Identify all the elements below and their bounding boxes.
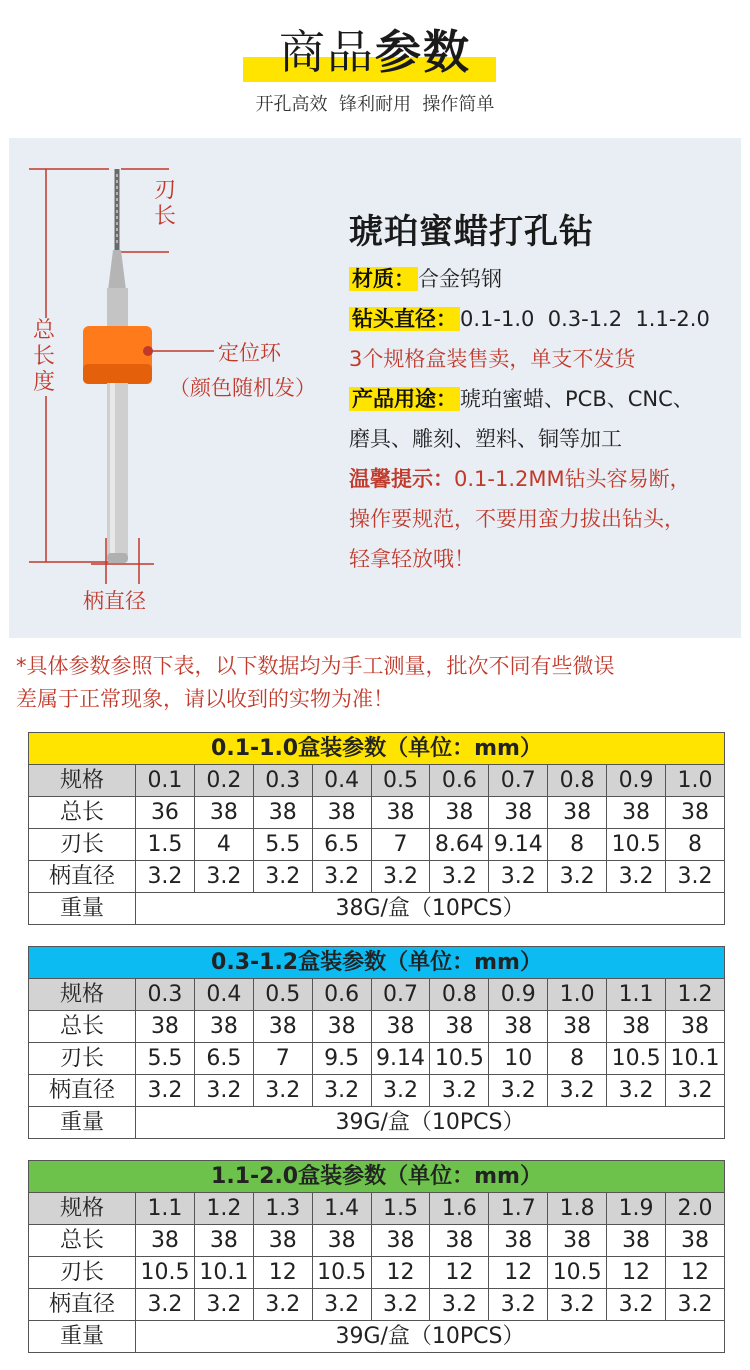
table-cell: 38 — [666, 1225, 725, 1257]
table-cell: 38 — [253, 1011, 312, 1043]
table-cell: 38 — [136, 1225, 195, 1257]
table-cell: 1.1 — [136, 1193, 195, 1225]
table-cell: 3.2 — [136, 1289, 195, 1321]
table-row-blade-length — [29, 1043, 725, 1075]
table-cell: 0.8 — [548, 765, 607, 797]
table-cell: 38 — [253, 797, 312, 829]
table-cell: 38 — [489, 1225, 548, 1257]
table-cell: 1.5 — [136, 829, 195, 861]
table-cell: 0.7 — [489, 765, 548, 797]
weight-cell: 38G/盒（10PCS） — [136, 893, 725, 925]
table-cell: 3.2 — [371, 1289, 430, 1321]
table-row-shank-diameter — [29, 1075, 725, 1107]
positioning-ring-label: 定位环 — [218, 341, 281, 365]
table-cell: 0.5 — [253, 979, 312, 1011]
spec-table-0-1-1-0 — [28, 732, 725, 925]
spec-tip — [349, 464, 691, 494]
table-cell: 38 — [548, 1225, 607, 1257]
table-cell: 3.2 — [548, 1289, 607, 1321]
table-cell: 3.2 — [312, 1289, 371, 1321]
title-part-2: 参数 — [375, 25, 471, 79]
table-cell: 3.2 — [312, 861, 371, 893]
table-cell: 10.1 — [666, 1043, 725, 1075]
table-cell: 10 — [489, 1043, 548, 1075]
table-cell: 0.8 — [430, 979, 489, 1011]
notice-line-2: 差属于正常现象，请以收到的实物为准！ — [16, 687, 394, 711]
table-cell: 3.2 — [136, 1075, 195, 1107]
table-cell: 3.2 — [666, 1289, 725, 1321]
table-cell: 38 — [312, 1011, 371, 1043]
material-tag: 材质： — [349, 267, 418, 291]
table-cell: 12 — [253, 1257, 312, 1289]
table-cell: 10.5 — [548, 1257, 607, 1289]
table-cell: 38 — [371, 1225, 430, 1257]
row-label: 刃长 — [29, 829, 136, 861]
table-cell: 3.2 — [607, 1075, 666, 1107]
row-label: 刃长 — [29, 1257, 136, 1289]
table-row-total-length — [29, 1011, 725, 1043]
table-cell: 3.2 — [548, 861, 607, 893]
table-cell: 0.9 — [489, 979, 548, 1011]
table-cell: 12 — [666, 1257, 725, 1289]
ring-color-note: （颜色随机发） — [169, 376, 316, 400]
usage-tag: 产品用途： — [349, 387, 460, 411]
table-row-sizes — [29, 1193, 725, 1225]
table-cell: 12 — [607, 1257, 666, 1289]
table-cell: 0.3 — [253, 765, 312, 797]
blade-length-label: 刃长 — [153, 178, 176, 229]
table-cell: 1.6 — [430, 1193, 489, 1225]
table-cell: 1.2 — [194, 1193, 253, 1225]
spec-material — [349, 264, 502, 294]
table-cell: 10.5 — [607, 829, 666, 861]
table-cell: 3.2 — [430, 861, 489, 893]
table-cell: 1.4 — [312, 1193, 371, 1225]
table-cell: 10.5 — [136, 1257, 195, 1289]
row-label: 柄直径 — [29, 1075, 136, 1107]
row-label: 总长 — [29, 1011, 136, 1043]
table-cell: 38 — [194, 1225, 253, 1257]
tip-value-1: 0.1-1.2MM钻头容易断， — [454, 467, 691, 491]
row-label: 重量 — [29, 893, 136, 925]
row-label: 规格 — [29, 1193, 136, 1225]
table-cell: 1.2 — [666, 979, 725, 1011]
table-header: 0.3-1.2盒装参数（单位：mm） — [29, 947, 725, 979]
table-cell: 4 — [194, 829, 253, 861]
product-panel — [9, 138, 741, 638]
table-cell: 38 — [489, 1011, 548, 1043]
table-cell: 9.5 — [312, 1043, 371, 1075]
table-cell: 38 — [607, 1011, 666, 1043]
table-cell: 3.2 — [430, 1289, 489, 1321]
table-cell: 3.2 — [489, 1075, 548, 1107]
table-cell: 3.2 — [666, 1075, 725, 1107]
row-label: 规格 — [29, 979, 136, 1011]
table-cell: 38 — [548, 1011, 607, 1043]
table-cell: 8 — [548, 1043, 607, 1075]
table-cell: 5.5 — [136, 1043, 195, 1075]
table-cell: 2.0 — [666, 1193, 725, 1225]
table-cell: 38 — [253, 1225, 312, 1257]
table-row-shank-diameter — [29, 861, 725, 893]
row-label: 重量 — [29, 1107, 136, 1139]
table-cell: 38 — [489, 797, 548, 829]
weight-cell: 39G/盒（10PCS） — [136, 1107, 725, 1139]
table-cell: 7 — [253, 1043, 312, 1075]
table-cell: 3.2 — [548, 1075, 607, 1107]
table-cell: 38 — [607, 797, 666, 829]
total-length-label: 总长度 — [32, 318, 55, 395]
table-cell: 1.8 — [548, 1193, 607, 1225]
table-cell: 38 — [312, 797, 371, 829]
table-cell: 0.6 — [430, 765, 489, 797]
table-cell: 36 — [136, 797, 195, 829]
table-cell: 3.2 — [194, 1075, 253, 1107]
table-row-blade-length — [29, 1257, 725, 1289]
table-cell: 0.6 — [312, 979, 371, 1011]
table-cell: 3.2 — [430, 1075, 489, 1107]
table-cell: 0.4 — [194, 979, 253, 1011]
page-subtitle: 开孔高效 锋利耐用 操作简单 — [255, 94, 495, 115]
table-cell: 38 — [371, 1011, 430, 1043]
sale-note: 3个规格盒装售卖，单支不发货 — [349, 347, 636, 371]
table-cell: 10.1 — [194, 1257, 253, 1289]
table-cell: 7 — [371, 829, 430, 861]
shank-diameter-label: 柄直径 — [83, 589, 146, 613]
table-cell: 8.64 — [430, 829, 489, 861]
row-label: 规格 — [29, 765, 136, 797]
table-cell: 1.1 — [607, 979, 666, 1011]
table-cell: 8 — [548, 829, 607, 861]
table-cell: 9.14 — [489, 829, 548, 861]
row-label: 刃长 — [29, 1043, 136, 1075]
table-row-shank-diameter — [29, 1289, 725, 1321]
table-cell: 3.2 — [371, 1075, 430, 1107]
table-cell: 1.5 — [371, 1193, 430, 1225]
tip-label: 温馨提示： — [349, 467, 454, 491]
table-row-total-length — [29, 1225, 725, 1257]
table-cell: 12 — [371, 1257, 430, 1289]
table-cell: 6.5 — [312, 829, 371, 861]
table-row-sizes — [29, 765, 725, 797]
row-label: 总长 — [29, 1225, 136, 1257]
row-label: 重量 — [29, 1321, 136, 1353]
table-cell: 9.14 — [371, 1043, 430, 1075]
table-row-weight — [29, 1321, 725, 1353]
measurement-notice — [16, 650, 741, 716]
table-cell: 38 — [136, 1011, 195, 1043]
tip-value-3: 轻拿轻放哦！ — [349, 547, 475, 571]
product-title: 琥珀蜜蜡打孔钻 — [349, 212, 594, 252]
table-cell: 38 — [312, 1225, 371, 1257]
table-row-sizes — [29, 979, 725, 1011]
spec-table-1-1-2-0 — [28, 1160, 725, 1353]
table-row-total-length — [29, 797, 725, 829]
table-cell: 3.2 — [607, 1289, 666, 1321]
table-cell: 38 — [430, 797, 489, 829]
table-cell: 8 — [666, 829, 725, 861]
table-cell: 3.2 — [253, 861, 312, 893]
table-cell: 38 — [666, 1011, 725, 1043]
table-cell: 3.2 — [136, 861, 195, 893]
tip-value-2: 操作要规范，不要用蛮力拔出钻头， — [349, 507, 685, 531]
table-cell: 38 — [548, 797, 607, 829]
table-cell: 38 — [194, 797, 253, 829]
notice-line-1: *具体参数参照下表，以下数据均为手工测量，批次不同有些微误 — [16, 654, 615, 678]
table-cell: 1.3 — [253, 1193, 312, 1225]
table-cell: 3.2 — [371, 861, 430, 893]
table-cell: 1.0 — [548, 979, 607, 1011]
table-cell: 3.2 — [666, 861, 725, 893]
page-title — [0, 24, 750, 80]
table-cell: 38 — [607, 1225, 666, 1257]
table-cell: 10.5 — [607, 1043, 666, 1075]
table-cell: 0.4 — [312, 765, 371, 797]
title-part-1: 商品 — [279, 25, 375, 79]
table-cell: 0.9 — [607, 765, 666, 797]
table-cell: 12 — [430, 1257, 489, 1289]
table-cell: 1.9 — [607, 1193, 666, 1225]
page-header — [0, 0, 750, 130]
table-cell: 10.5 — [312, 1257, 371, 1289]
row-label: 柄直径 — [29, 1289, 136, 1321]
usage-value-2: 磨具、雕刻、塑料、铜等加工 — [349, 427, 622, 451]
diameter-tag: 钻头直径： — [349, 307, 460, 331]
table-cell: 0.3 — [136, 979, 195, 1011]
table-cell: 3.2 — [489, 1289, 548, 1321]
table-cell: 1.0 — [666, 765, 725, 797]
table-cell: 0.7 — [371, 979, 430, 1011]
table-cell: 38 — [430, 1011, 489, 1043]
material-value: 合金钨钢 — [418, 267, 502, 291]
table-cell: 6.5 — [194, 1043, 253, 1075]
table-cell: 38 — [194, 1011, 253, 1043]
row-label: 柄直径 — [29, 861, 136, 893]
table-row-weight — [29, 1107, 725, 1139]
table-cell: 1.7 — [489, 1193, 548, 1225]
table-header: 0.1-1.0盒装参数（单位：mm） — [29, 733, 725, 765]
table-cell: 5.5 — [253, 829, 312, 861]
weight-cell: 39G/盒（10PCS） — [136, 1321, 725, 1353]
table-cell: 3.2 — [312, 1075, 371, 1107]
table-cell: 38 — [371, 797, 430, 829]
table-cell: 3.2 — [489, 861, 548, 893]
diameter-value: 0.1-1.0 0.3-1.2 1.1-2.0 — [460, 307, 710, 331]
spec-usage — [349, 384, 694, 414]
table-cell: 38 — [666, 797, 725, 829]
table-header: 1.1-2.0盒装参数（单位：mm） — [29, 1161, 725, 1193]
table-cell: 10.5 — [430, 1043, 489, 1075]
table-cell: 3.2 — [607, 861, 666, 893]
table-row-blade-length — [29, 829, 725, 861]
table-cell: 0.1 — [136, 765, 195, 797]
table-cell: 3.2 — [253, 1289, 312, 1321]
table-cell: 3.2 — [253, 1075, 312, 1107]
spec-diameter — [349, 304, 710, 334]
table-cell: 3.2 — [194, 1289, 253, 1321]
table-cell: 3.2 — [194, 861, 253, 893]
usage-value-1: 琥珀蜜蜡、PCB、CNC、 — [460, 387, 694, 411]
row-label: 总长 — [29, 797, 136, 829]
table-cell: 0.2 — [194, 765, 253, 797]
table-cell: 0.5 — [371, 765, 430, 797]
spec-table-0-3-1-2 — [28, 946, 725, 1139]
table-row-weight — [29, 893, 725, 925]
table-cell: 12 — [489, 1257, 548, 1289]
table-cell: 38 — [430, 1225, 489, 1257]
